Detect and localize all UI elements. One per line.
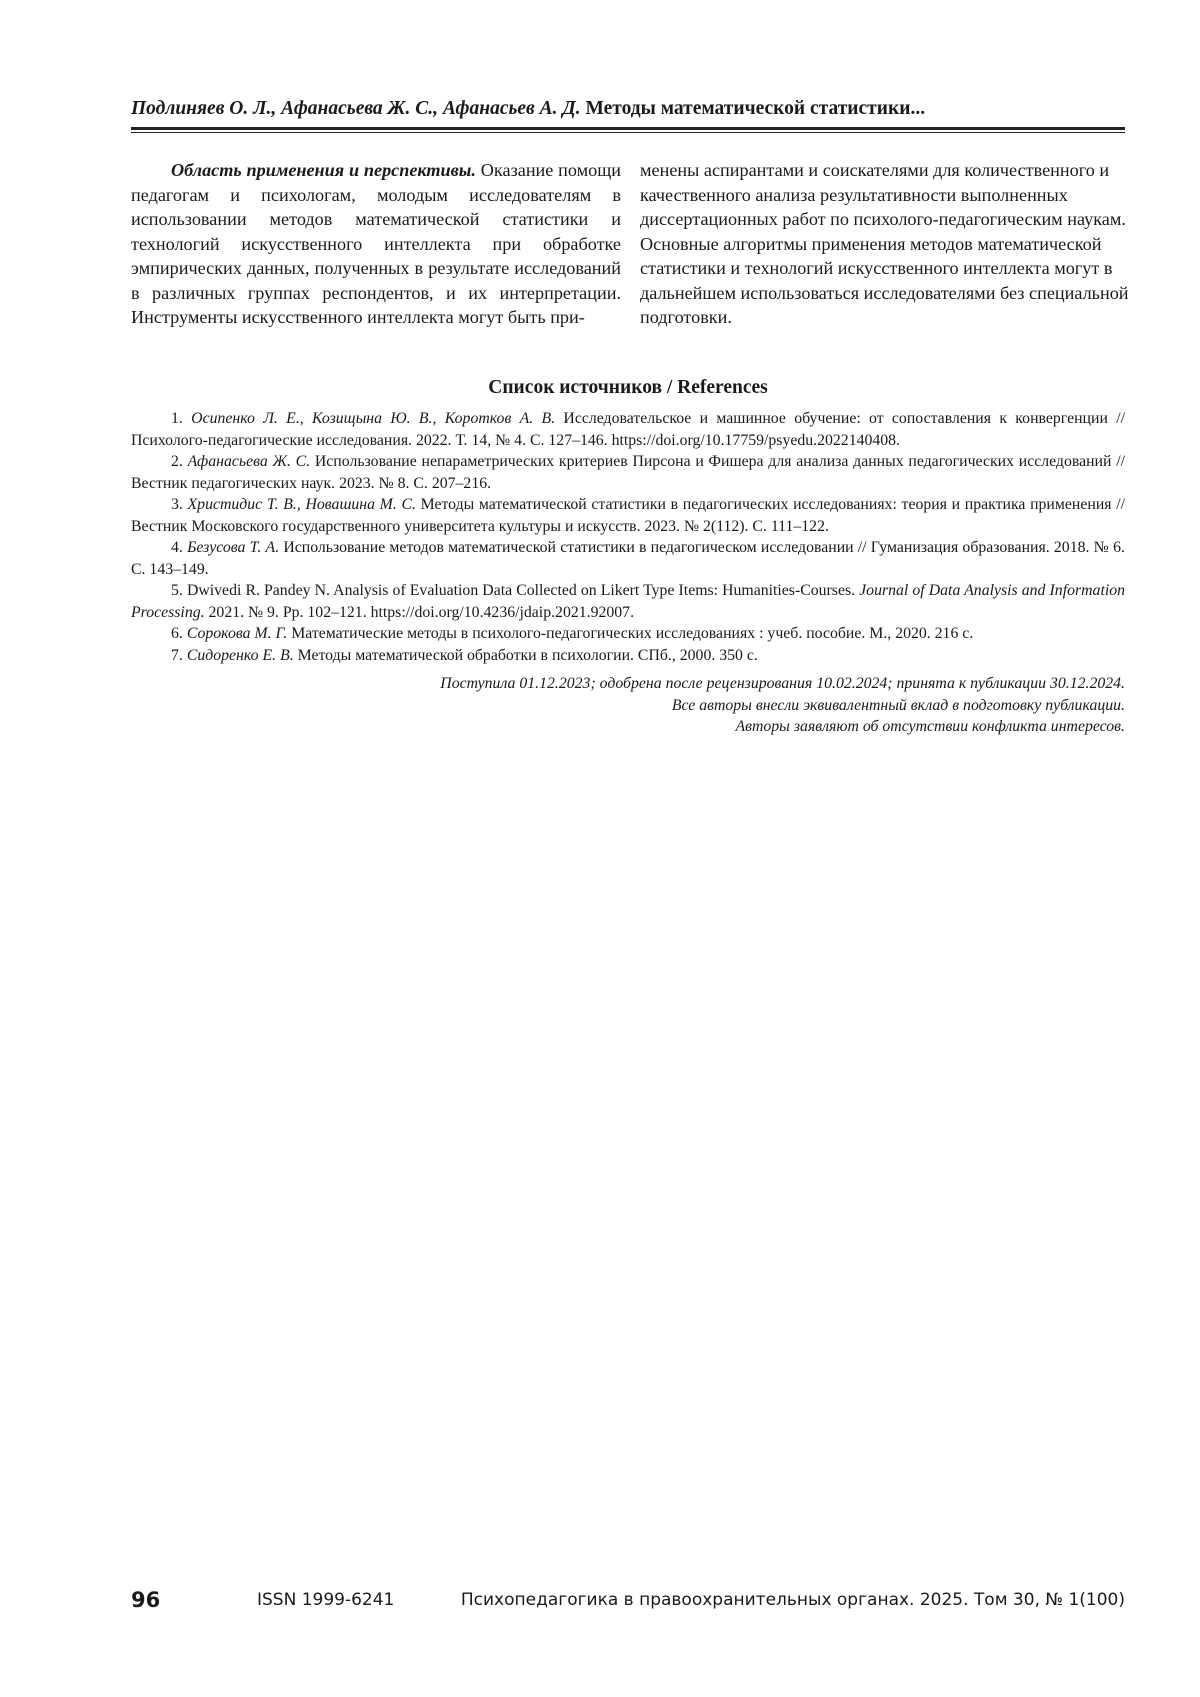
- body-left-column: [131, 158, 621, 330]
- reference-item: 2. Афанасьева Ж. С. Использование непараметрических критериев Пирсона и Фишера для анализа данных педагогических исследований // Вестник педагогических наук. 2023. № 8. С. 207–216.: [131, 451, 1125, 494]
- page-number: 96: [131, 1588, 160, 1612]
- footer-journal: Психопедагогика в правоохранительных органах. 2025. Том 30, № 1(100): [461, 1590, 1125, 1610]
- reference-item: 6. Сорокова М. Г. Математические методы в психолого-педагогических исследованиях : учеб. пособие. М., 2020. 216 с.: [131, 623, 1125, 645]
- reference-text: Методы математической обработки в психологии. СПб., 2000. 350 с.: [298, 647, 758, 664]
- reference-authors: Безусова Т. А.: [187, 539, 279, 556]
- reference-text: Исследовательское и машинное обучение: от сопоставления к конвергенции // Психолого-педагогические исследования. 2022. Т. 14, № 4. С. 127–146. https://doi.org/10.17759/psyedu.2022140408.: [131, 410, 1125, 449]
- received-note: Поступила 01.12.2023; одобрена после рецензирования 10.02.2024; принята к публикации 30.12.2024.: [131, 673, 1125, 695]
- body-left-text: Оказание помощи педагогам и психологам, молодым исследователям в использовании методов математической статистики и технологий искусственного интеллекта при обработке эмпирических данных, полученных в результате исследований в различных группах респондентов, и их интерпретации. Инструменты искусственного интеллекта могут быть при-: [131, 160, 621, 327]
- footer-issn: ISSN 1999-6241: [257, 1590, 394, 1610]
- reference-journal: Journal of Data Analysis and Information Processing.: [131, 582, 1125, 621]
- reference-authors: Осипенко Л. Е., Козищына Ю. В., Коротков А. В.: [191, 410, 555, 427]
- reference-item: 4. Безусова Т. А. Использование методов математической статистики в педагогическом исследовании // Гуманизация образования. 2018. № 6. С. 143–149.: [131, 537, 1125, 580]
- section-lead: Область применения и перспективы.: [171, 160, 476, 180]
- header-title: Методы математической статистики...: [585, 98, 925, 119]
- reference-text: Использование методов математической статистики в педагогическом исследовании // Гуманизация образования. 2018. № 6. С. 143–149.: [131, 539, 1125, 578]
- reference-text: 2021. № 9. Pp. 102–121. https://doi.org/10.4236/jdaip.2021.92007.: [209, 604, 635, 621]
- references-list: [131, 408, 1125, 666]
- header-rule-thin: [131, 132, 1125, 133]
- reference-authors: Афанасьева Ж. С.: [188, 453, 311, 470]
- publication-notes: [131, 673, 1125, 738]
- header-authors: Подлиняев О. Л., Афанасьева Ж. С., Афанасьев А. Д.: [131, 98, 581, 119]
- conflict-note: Авторы заявляют об отсутствии конфликта интересов.: [131, 716, 1125, 738]
- running-header: [131, 98, 1125, 120]
- reference-authors: Сорокова М. Г.: [187, 625, 287, 642]
- body-right-column: [640, 158, 1130, 330]
- reference-authors: Сидоренко Е. В.: [187, 647, 294, 664]
- contribution-note: Все авторы внесли эквивалентный вклад в подготовку публикации.: [131, 695, 1125, 717]
- reference-text: Использование непараметрических критериев Пирсона и Фишера для анализа данных педагогических исследований // Вестник педагогических наук. 2023. № 8. С. 207–216.: [131, 453, 1125, 492]
- header-rule-thick: [131, 127, 1125, 130]
- reference-item: 1. Осипенко Л. Е., Козищына Ю. В., Коротков А. В. Исследовательское и машинное обучение: от сопоставления к конвергенции // Психолого-педагогические исследования. 2022. Т. 14, № 4. С. 127–146. https://doi.org/10.17759/psyedu.2022140408.: [131, 408, 1125, 451]
- reference-item: 3. Христидис Т. В., Новашина М. С. Методы математической статистики в педагогических исследованиях: теория и практика применения // Вестник Московского государственного университета культуры и искусств. 2023. № 2(112). С. 111–122.: [131, 494, 1125, 537]
- reference-text: Методы математической статистики в педагогических исследованиях: теория и практика применения // Вестник Московского государственного университета культуры и искусств. 2023. № 2(112). С. 111–122.: [131, 496, 1125, 535]
- reference-item: 7. Сидоренко Е. В. Методы математической обработки в психологии. СПб., 2000. 350 с.: [131, 645, 1125, 667]
- reference-authors: Христидис Т. В., Новашина М. С.: [188, 496, 416, 513]
- references-title: Список источников / References: [131, 377, 1125, 399]
- reference-item: 5. Dwivedi R. Pandey N. Analysis of Evaluation Data Collected on Likert Type Items: Humanities-Courses. Journal of Data Analysis and Information Processing. 2021. № 9. Pp. 102–121. https://doi.org/10.4236/jdaip.2021.92007.: [131, 580, 1125, 623]
- reference-text: Математические методы в психолого-педагогических исследованиях : учеб. пособие. М., 2020. 216 с.: [291, 625, 973, 642]
- reference-text: Dwivedi R. Pandey N. Analysis of Evaluation Data Collected on Likert Type Items: Humanities-Courses.: [187, 582, 855, 599]
- body-right-text: менены аспирантами и соискателями для количественного и качественного анализа результативности выполненных диссертационных работ по психолого-педагогическим наукам. Основные алгоритмы применения методов математической статистики и технологий искусственного интеллекта могут в дальнейшем использоваться исследователями без специальной подготовки.: [640, 160, 1129, 327]
